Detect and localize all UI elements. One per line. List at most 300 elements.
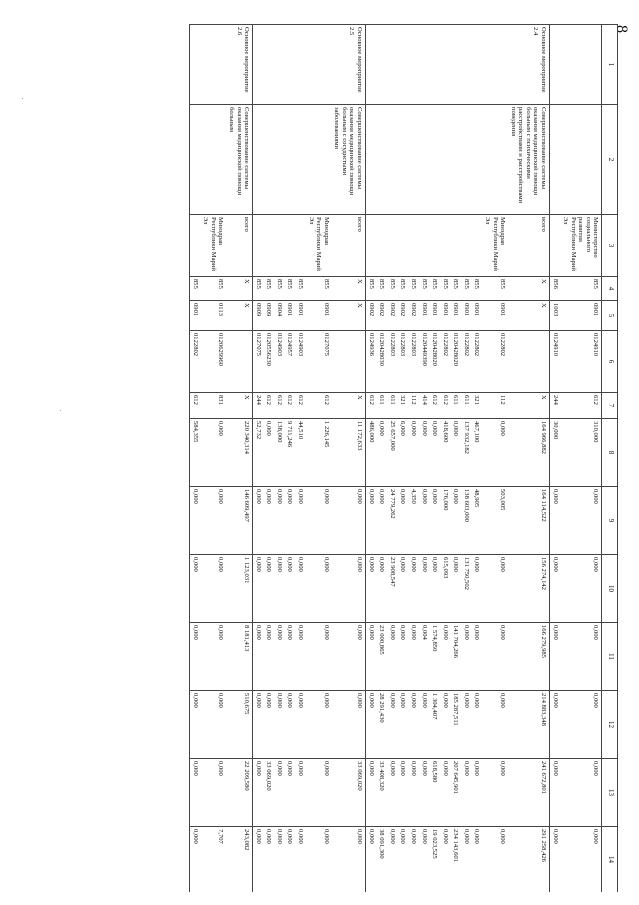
table-cell-c10: 0,000 [549, 555, 560, 623]
table-cell-c3 [418, 215, 429, 277]
table-cell-c9: 0,000 [549, 487, 560, 555]
table-cell-c1 [418, 25, 429, 105]
table-cell-c11: 0,000 [560, 623, 601, 691]
table-cell-c2 [549, 105, 560, 215]
table-cell-c4: 855 [284, 277, 295, 301]
table-cell-c7: 414 [418, 393, 429, 419]
table-cell-c2 [471, 105, 482, 215]
table-cell-c2 [376, 105, 387, 215]
table-cell-c9: 24 779,262 [387, 487, 398, 555]
table-cell-c4: X [331, 277, 365, 301]
table-cell-c11: 0,000 [440, 623, 451, 691]
table-cell-c13: 0,000 [461, 759, 472, 827]
table-cell-c7: 112 [482, 393, 508, 419]
table-cell-c7: 612 [284, 393, 295, 419]
table-row [508, 25, 549, 893]
table-cell-c9: 176,000 [440, 487, 451, 555]
table-cell-c13: 0,000 [189, 759, 200, 827]
table-cell-c8: 0,000 [482, 419, 508, 487]
table-cell-c6: 0120629960 [200, 331, 226, 393]
table-cell-c14: 0,000 [284, 827, 295, 893]
table-cell-c2 [461, 105, 472, 215]
table-cell-c10: 0,000 [560, 555, 601, 623]
table-cell-c3: Министерство социального развития Республики Марий Эл [560, 215, 601, 277]
table-cell-c3: всего [331, 215, 365, 277]
table-cell-c4: 855 [429, 277, 440, 301]
table-cell-c14: 0,000 [263, 827, 274, 893]
table-cell-c3 [450, 215, 461, 277]
table-row [440, 25, 451, 893]
table-cell-c9: 0,000 [295, 487, 306, 555]
table-cell-c6 [331, 331, 365, 393]
table-cell-c5: X [508, 301, 549, 331]
table-cell-c14: 0,000 [365, 827, 376, 893]
table-cell-c8: 0,000 [263, 419, 274, 487]
column-header-11: 11 [602, 623, 618, 691]
table-cell-c5: 0901 [189, 301, 200, 331]
header-row [602, 25, 618, 893]
table-cell-c2 [263, 105, 274, 215]
table-cell-c3 [295, 215, 306, 277]
table-cell-c7: 831 [200, 393, 226, 419]
table-cell-c9: 4,350 [408, 487, 419, 555]
table-cell-c11: 1 574,850 [429, 623, 440, 691]
table-cell-c6: 0122802 [440, 331, 451, 393]
table-cell-c6: 0124910 [549, 331, 560, 393]
table-cell-c3 [365, 215, 376, 277]
table-cell-c14: 0,000 [560, 827, 601, 893]
table-cell-c8: 52,732 [252, 419, 263, 487]
table-cell-c3: всего [508, 215, 549, 277]
table-cell-c7: 611 [461, 393, 472, 419]
table-cell-c3 [461, 215, 472, 277]
column-header-14: 14 [602, 827, 618, 893]
table-cell-c7: 611 [450, 393, 461, 419]
table-cell-c4: 855 [450, 277, 461, 301]
table-cell-c2 [429, 105, 440, 215]
table-cell-c12: 0,000 [387, 691, 398, 759]
table-cell-c14: 0,000 [189, 827, 200, 893]
table-cell-c1 [440, 25, 451, 105]
table-cell-c11: 0,000 [397, 623, 408, 691]
table-cell-c4: 855 [471, 277, 482, 301]
table-row [365, 25, 376, 893]
scan-speck [22, 98, 23, 99]
table-cell-c4: 855 [387, 277, 398, 301]
table-row [471, 25, 482, 893]
table-cell-c4: 855 [189, 277, 200, 301]
table-cell-c8: 30,000 [549, 419, 560, 487]
table-cell-c8: 0,000 [408, 419, 419, 487]
table-cell-c12: 0,000 [397, 691, 408, 759]
table-cell-c8: 1 226,145 [306, 419, 332, 487]
table-cell-c4: 855 [418, 277, 429, 301]
table-cell-c5: 0901 [418, 301, 429, 331]
table-cell-c11: 0,000 [263, 623, 274, 691]
table-cell-c4: 855 [252, 277, 263, 301]
table-cell-c7: 612 [189, 393, 200, 419]
table-cell-c3 [376, 215, 387, 277]
table-cell-c12: 0,000 [252, 691, 263, 759]
table-row [461, 25, 472, 893]
table-cell-c12: 0,000 [560, 691, 601, 759]
table-cell-c10: 0,000 [408, 555, 419, 623]
table-cell-c6: 0127075 [306, 331, 332, 393]
table-cell-c8: 11 172,633 [331, 419, 365, 487]
table-cell-c10: 0,000 [306, 555, 332, 623]
table-cell-c9: 138 603,000 [461, 487, 472, 555]
table-cell-c13: 0,000 [471, 759, 482, 827]
table-cell-c8: 164 966,882 [508, 419, 549, 487]
table-cell-c7: 244 [252, 393, 263, 419]
table-cell-c9: 0,000 [429, 487, 440, 555]
table-cell-c10: 1 123,031 [226, 555, 252, 623]
table-cell-c11: 0,000 [549, 623, 560, 691]
table-cell-c10: 131 750,502 [461, 555, 472, 623]
table-cell-c10: 156 274,142 [508, 555, 549, 623]
table-cell-c2 [306, 105, 332, 215]
table-row [189, 25, 200, 893]
table-cell-c12: 0,000 [284, 691, 295, 759]
table-row [295, 25, 306, 893]
table-cell-c6: 0120428030 [376, 331, 387, 393]
table-cell-c13: 0,000 [560, 759, 601, 827]
column-header-13: 13 [602, 759, 618, 827]
table-cell-c7: 612 [429, 393, 440, 419]
table-row [226, 25, 252, 893]
table-cell-c1 [549, 25, 560, 105]
table-cell-c10: 0,000 [189, 555, 200, 623]
table-cell-c11: 0,000 [408, 623, 419, 691]
table-cell-c1 [450, 25, 461, 105]
table-cell-c14: 19 023,525 [429, 827, 440, 893]
rotated-table-container [118, 24, 618, 892]
table-cell-c6: 0122802 [189, 331, 200, 393]
table-cell-c5: X [331, 301, 365, 331]
table-cell-c8: 467,100 [471, 419, 482, 487]
table-cell-c4: 855 [461, 277, 472, 301]
table-cell-c1 [189, 25, 200, 105]
table-cell-c12: 214 883,348 [508, 691, 549, 759]
table-cell-c1 [263, 25, 274, 105]
table-cell-c8: 584,355 [189, 419, 200, 487]
table-cell-c2 [365, 105, 376, 215]
table-cell-c10: 23 908,547 [387, 555, 398, 623]
table-cell-c7: 112 [408, 393, 419, 419]
table-cell-c2 [440, 105, 451, 215]
table-cell-c5: 0901 [461, 301, 472, 331]
table-cell-c10: 0,000 [418, 555, 429, 623]
table-cell-c6: 0122802 [471, 331, 482, 393]
table-cell-c5: 0904 [274, 301, 285, 331]
table-cell-c2 [200, 105, 226, 215]
table-row [560, 25, 601, 893]
table-cell-c6 [226, 331, 252, 393]
table-cell-c7: 244 [549, 393, 560, 419]
table-cell-c1 [274, 25, 285, 105]
table-cell-c9: 146 609,497 [226, 487, 252, 555]
table-cell-c12: 0,000 [440, 691, 451, 759]
table-cell-c1 [461, 25, 472, 105]
table-cell-c13: 618,580 [429, 759, 440, 827]
table-cell-c12: 0,000 [331, 691, 365, 759]
table-cell-c6: 0124957 [284, 331, 295, 393]
table-cell-c11: 0,000 [189, 623, 200, 691]
table-cell-c13: 33 069,020 [331, 759, 365, 827]
table-cell-c1 [252, 25, 263, 105]
table-cell-c1 [408, 25, 419, 105]
table-cell-c4: 855 [376, 277, 387, 301]
table-cell-c14: 0,000 [408, 827, 419, 893]
table-cell-c13: 0,000 [252, 759, 263, 827]
table-cell-c4: 856 [549, 277, 560, 301]
table-cell-c5: 0113 [200, 301, 226, 331]
table-cell-c10: 0,000 [331, 555, 365, 623]
table-cell-c6: 0122802 [461, 331, 472, 393]
table-landscape [118, 24, 618, 892]
table-cell-c2: Совершенствование системы оказания медицинской помощи больным с психическими расстройствами и расстройствами поведения [508, 105, 549, 215]
table-cell-c9: 0,000 [306, 487, 332, 555]
table-cell-c12: 0,000 [482, 691, 508, 759]
table-cell-c11: 141 704,266 [450, 623, 461, 691]
table-cell-c11: 0,000 [200, 623, 226, 691]
table-cell-c10: 0,000 [274, 555, 285, 623]
table-cell-c1 [200, 25, 226, 105]
table-cell-c1 [429, 25, 440, 105]
table-cell-c12: 510,675 [226, 691, 252, 759]
table-cell-c7: 611 [376, 393, 387, 419]
table-cell-c12: 0,000 [549, 691, 560, 759]
table-cell-c3 [252, 215, 263, 277]
table-cell-c9: 0,000 [200, 487, 226, 555]
page-number: 8 [613, 25, 630, 33]
table-cell-c14: 0,000 [252, 827, 263, 893]
table-cell-c6 [508, 331, 549, 393]
table-cell-c14: 0,000 [418, 827, 429, 893]
table-cell-c7: X [226, 393, 252, 419]
table-cell-c11: 0,000 [252, 623, 263, 691]
table-cell-c7: X [331, 393, 365, 419]
table-cell-c5: X [226, 301, 252, 331]
table-cell-c13: 0,000 [408, 759, 419, 827]
table-cell-c12: 1 304,407 [429, 691, 440, 759]
table-cell-c1 [376, 25, 387, 105]
column-header-10: 10 [602, 555, 618, 623]
table-cell-c8: 220 340,314 [226, 419, 252, 487]
table-cell-c4: 855 [560, 277, 601, 301]
table-cell-c9: 0,000 [274, 487, 285, 555]
table-row [200, 25, 226, 893]
table-cell-c10: 0,000 [284, 555, 295, 623]
table-cell-c5: 0901 [471, 301, 482, 331]
table-cell-c13: 0,000 [306, 759, 332, 827]
table-cell-c3 [429, 215, 440, 277]
table-cell-c13: 0,000 [482, 759, 508, 827]
table-cell-c12: 0,000 [418, 691, 429, 759]
table-cell-c14: 0,000 [274, 827, 285, 893]
table-cell-c5: 0901 [306, 301, 332, 331]
column-header-8: 8 [602, 419, 618, 487]
table-cell-c5: 0909 [263, 301, 274, 331]
table-cell-c2 [418, 105, 429, 215]
table-cell-c2 [252, 105, 263, 215]
table-cell-c4: 855 [440, 277, 451, 301]
table-cell-c12: 28 291,430 [376, 691, 387, 759]
table-cell-c6: 0124903 [295, 331, 306, 393]
table-cell-c10: 0,000 [429, 555, 440, 623]
table-cell-c11: 0,000 [471, 623, 482, 691]
table-cell-c9: 0,000 [263, 487, 274, 555]
table-cell-c9: 0,000 [365, 487, 376, 555]
table-cell-c9: 0,000 [376, 487, 387, 555]
table-cell-c9: 0,000 [284, 487, 295, 555]
table-cell-c5: 0901 [482, 301, 508, 331]
table-cell-c13: 0,000 [295, 759, 306, 827]
table-cell-c7: 612 [263, 393, 274, 419]
table-cell-c14: 0,000 [306, 827, 332, 893]
table-cell-c7: 612 [274, 393, 285, 419]
table-cell-c1 [397, 25, 408, 105]
table-cell-c14: 0,000 [461, 827, 472, 893]
table-cell-c11: 0,000 [331, 623, 365, 691]
table-cell-c13: 22 209,580 [226, 759, 252, 827]
table-cell-c10: 0,000 [295, 555, 306, 623]
table-cell-c6: 0124910 [560, 331, 601, 393]
table-cell-c10: 0,000 [376, 555, 387, 623]
table-cell-c8: 9 711,246 [284, 419, 295, 487]
table-cell-c13: 0,000 [284, 759, 295, 827]
table-row [429, 25, 440, 893]
table-cell-c8: 310,000 [560, 419, 601, 487]
table-cell-c8: 25 657,000 [387, 419, 398, 487]
table-cell-c5: 1003 [549, 301, 560, 331]
table-cell-c2 [450, 105, 461, 215]
table-cell-c10: 0,000 [471, 555, 482, 623]
table-cell-c4: 855 [274, 277, 285, 301]
column-header-4: 4 [602, 277, 618, 301]
table-cell-c6: 0122802 [482, 331, 508, 393]
table-cell-c11: 0,004 [418, 623, 429, 691]
table-cell-c4: 855 [482, 277, 508, 301]
table-cell-c14: 0,000 [397, 827, 408, 893]
table-cell-c3: Минздрав Республики Марий Эл [200, 215, 226, 277]
table-cell-c9: 0,000 [331, 487, 365, 555]
table-cell-c11: 0,000 [284, 623, 295, 691]
table-cell-c2: Совершенствование системы оказания медицинской помощи больным [226, 105, 252, 215]
table-cell-c7: 612 [295, 393, 306, 419]
table-cell-c7: 612 [440, 393, 451, 419]
table-cell-c9: 0,000 [560, 487, 601, 555]
table-row [450, 25, 461, 893]
table-cell-c14: 0,000 [471, 827, 482, 893]
table-cell-c7: 321 [471, 393, 482, 419]
table-cell-c8: 138,000 [274, 419, 285, 487]
table-cell-c11: 166 279,985 [508, 623, 549, 691]
table-cell-c8: 0,000 [200, 419, 226, 487]
table-cell-c2 [408, 105, 419, 215]
table-cell-c5: 0902 [408, 301, 419, 331]
table-cell-c3 [274, 215, 285, 277]
table-cell-c7: 612 [560, 393, 601, 419]
table-cell-c1 [284, 25, 295, 105]
table-cell-c6: 0122803 [408, 331, 419, 393]
table-cell-c4: 855 [397, 277, 408, 301]
table-cell-c14: 7,707 [200, 827, 226, 893]
table-cell-c4: 855 [408, 277, 419, 301]
table-cell-c14: 291 258,426 [508, 827, 549, 893]
table-cell-c1 [560, 25, 601, 105]
table-cell-c4: 855 [365, 277, 376, 301]
table-cell-c2 [560, 105, 601, 215]
table-cell-c13: 0,000 [200, 759, 226, 827]
table-row [306, 25, 332, 893]
table-cell-c13: 207 645,901 [450, 759, 461, 827]
table-cell-c10: 0,000 [397, 555, 408, 623]
table-cell-c5: 0902 [397, 301, 408, 331]
table-row [284, 25, 295, 893]
table-cell-c8: 0,000 [429, 419, 440, 487]
table-cell-c11: 0,000 [387, 623, 398, 691]
table-cell-c2 [482, 105, 508, 215]
table-cell-c9: 0,000 [450, 487, 461, 555]
table-cell-c8: 6,000 [397, 419, 408, 487]
table-cell-c9: 0,000 [418, 487, 429, 555]
table-cell-c4: 855 [295, 277, 306, 301]
table-cell-c2 [387, 105, 398, 215]
table-cell-c2 [295, 105, 306, 215]
table-cell-c12: 0,000 [408, 691, 419, 759]
table-cell-c1: Основное мероприятие 2.5 [331, 25, 365, 105]
table-cell-c3 [471, 215, 482, 277]
table-cell-c6: 0127075 [252, 331, 263, 393]
table-cell-c14: 234 143,601 [450, 827, 461, 893]
table-cell-c6: 0120428020 [450, 331, 461, 393]
table-cell-c10: 0,000 [200, 555, 226, 623]
table-cell-c10: 0,000 [252, 555, 263, 623]
table-cell-c3 [189, 215, 200, 277]
column-header-9: 9 [602, 487, 618, 555]
table-cell-c8: 44,510 [295, 419, 306, 487]
table-cell-c12: 0,000 [189, 691, 200, 759]
table-cell-c9: 0,000 [397, 487, 408, 555]
table-cell-c2: Совершенствование системы оказания медицинской помощи больным с сосудистыми заболеваниями [331, 105, 365, 215]
table-row [549, 25, 560, 893]
table-cell-c8: 0,000 [450, 419, 461, 487]
column-header-3: 3 [602, 215, 618, 277]
table-cell-c6: 0120428020 [429, 331, 440, 393]
table-cell-c13: 0,000 [274, 759, 285, 827]
table-cell-c11: 0,000 [274, 623, 285, 691]
table-cell-c12: 0,000 [263, 691, 274, 759]
budget-table [189, 24, 618, 892]
table-cell-c3 [408, 215, 419, 277]
table-cell-c12: 0,000 [295, 691, 306, 759]
table-cell-c1 [471, 25, 482, 105]
table-cell-c13: 0,000 [387, 759, 398, 827]
table-cell-c1: Основное мероприятие 2.6 [226, 25, 252, 105]
table-cell-c7: 611 [387, 393, 398, 419]
table-cell-c8: 137 932,182 [461, 419, 472, 487]
table-row [376, 25, 387, 893]
table-cell-c9: 48,905 [471, 487, 482, 555]
table-cell-c10: 615,093 [440, 555, 451, 623]
table-cell-c5: 0901 [450, 301, 461, 331]
table-cell-c9: 0,000 [189, 487, 200, 555]
table-cell-c9: 0,000 [252, 487, 263, 555]
table-cell-c13: 0,000 [418, 759, 429, 827]
table-cell-c11: 0,000 [461, 623, 472, 691]
column-header-5: 5 [602, 301, 618, 331]
